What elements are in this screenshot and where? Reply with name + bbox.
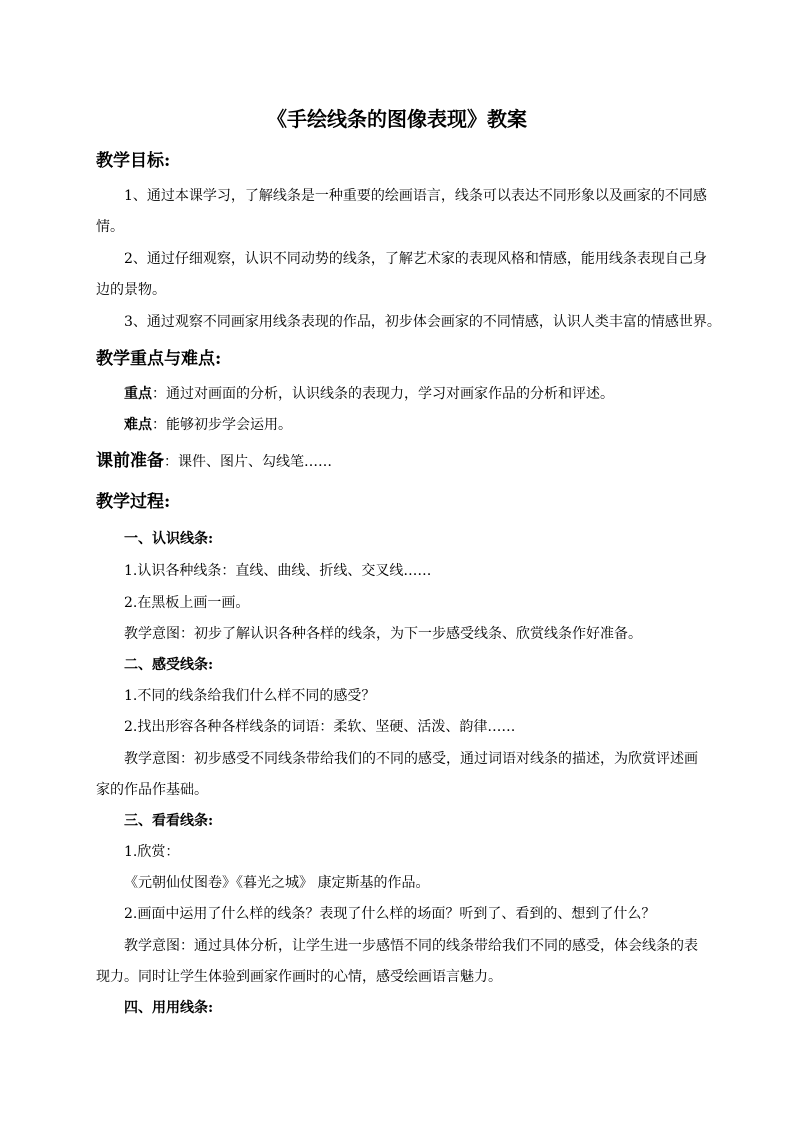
- section-1-item-1: 1.认识各种线条：直线、曲线、折线、交叉线……: [124, 563, 432, 579]
- objective-item-1-line-2: 情。: [96, 219, 124, 235]
- section-3-intent-line-2: 现力。同时让学生体验到画家作画时的心情，感受绘画语言魅力。: [96, 969, 502, 985]
- section-3-item-2: 2.画面中运用了什么样的线条？表现了什么样的场面？听到了、看到的、想到了什么？: [124, 906, 656, 922]
- preparation-text: ：课件、图片、勾线笔……: [164, 454, 332, 470]
- difficulty-line: [124, 416, 292, 434]
- section-3-artworks: 《元朝仙仗图卷》《暮光之城》 康定斯基的作品。: [124, 875, 430, 891]
- objective-item-1-line-1: 1、通过本课学习，了解线条是一种重要的绘画语言，线条可以表达不同形象以及画家的不同感: [124, 188, 707, 204]
- objectives-heading: 教学目标:: [96, 151, 171, 171]
- focus-text: ：通过对画面的分析，认识线条的表现力，学习对画家作品的分析和评述。: [152, 386, 614, 402]
- section-2-title: 二、感受线条:: [124, 657, 214, 673]
- section-1-item-2: 2.在黑板上画一画。: [124, 595, 250, 611]
- difficulty-label: 难点: [124, 417, 152, 433]
- section-4-title: 四、用用线条:: [124, 1000, 214, 1016]
- difficulty-text: ：能够初步学会运用。: [152, 417, 292, 433]
- section-1-title: 一、认识线条:: [124, 531, 214, 547]
- section-1-intent: 教学意图：初步了解认识各种各样的线条，为下一步感受线条、欣赏线条作好准备。: [124, 626, 642, 642]
- objective-item-2-line-1: 2、通过仔细观察，认识不同动势的线条，了解艺术家的表现风格和情感，能用线条表现自己身: [124, 251, 707, 267]
- section-3-title: 三、看看线条:: [124, 813, 214, 829]
- section-3-intent-line-1: 教学意图：通过具体分析，让学生进一步感悟不同的线条带给我们不同的感受，体会线条的表: [124, 938, 698, 954]
- section-2-item-1: 1.不同的线条给我们什么样不同的感受？: [124, 688, 376, 704]
- focus-line: [124, 385, 614, 403]
- process-heading: 教学过程:: [96, 492, 171, 512]
- key-points-heading: 教学重点与难点:: [96, 349, 222, 369]
- preparation-line: [96, 452, 332, 471]
- objective-item-2-line-2: 边的景物。: [96, 282, 166, 298]
- focus-label: 重点: [124, 386, 152, 402]
- preparation-heading: 课前准备: [96, 451, 164, 471]
- section-2-item-2: 2.找出形容各种各样线条的词语：柔软、坚硬、活泼、韵律……: [124, 719, 516, 735]
- section-3-item-1: 1.欣赏：: [124, 844, 180, 860]
- document-title: 《手绘线条的图像表现》教案: [267, 107, 527, 131]
- objective-item-3: 3、通过观察不同画家用线条表现的作品，初步体会画家的不同情感，认识人类丰富的情感世界。: [124, 314, 721, 330]
- section-2-intent-line-2: 家的作品作基础。: [96, 782, 208, 798]
- section-2-intent-line-1: 教学意图：初步感受不同线条带给我们的不同的感受，通过词语对线条的描述，为欣赏评述画: [124, 751, 698, 767]
